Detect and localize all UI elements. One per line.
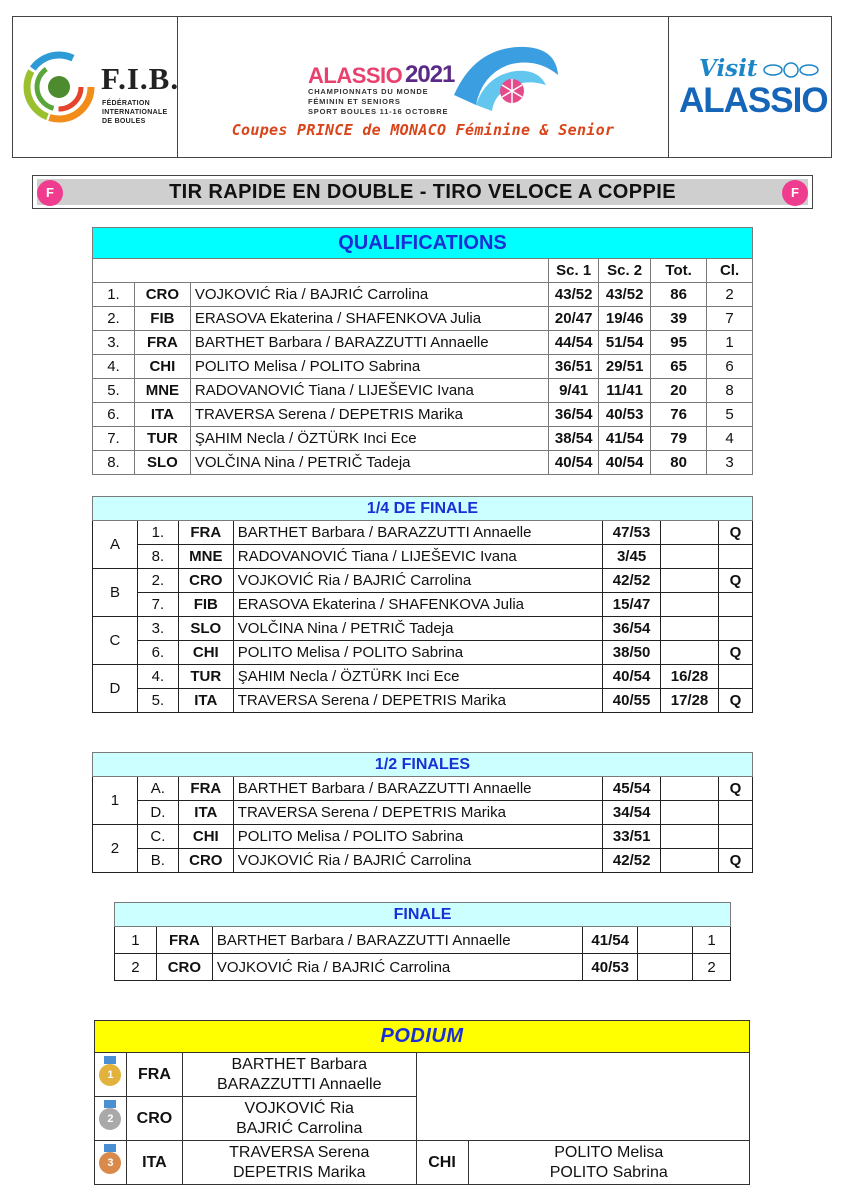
nation-cell: CHI xyxy=(134,355,190,379)
names-cell: TRAVERSA Serena / DEPETRIS Marika xyxy=(233,689,602,713)
score-cell: 42/52 xyxy=(603,849,661,873)
barrage-cell xyxy=(661,617,719,641)
fish-ornament-icon xyxy=(761,61,821,79)
barrage-cell: 17/28 xyxy=(661,689,719,713)
final-table xyxy=(114,902,731,981)
nation-cell: TUR xyxy=(178,665,233,689)
qualified-cell xyxy=(719,801,753,825)
group-label: B xyxy=(93,569,138,617)
barrage-cell xyxy=(661,825,719,849)
podium-names: BARTHET Barbara BARAZZUTTI Annaelle xyxy=(182,1053,416,1097)
table-row xyxy=(93,331,753,355)
match-row xyxy=(93,825,753,849)
barrage-cell xyxy=(638,954,693,981)
classification-cell: 3 xyxy=(707,451,753,475)
table-row xyxy=(93,283,753,307)
names-cell: BARTHET Barbara / BARAZZUTTI Annaelle xyxy=(233,777,602,801)
score-2-cell: 19/46 xyxy=(599,307,651,331)
classification-cell: 1 xyxy=(707,331,753,355)
position-cell: 1 xyxy=(115,927,157,954)
bronze-medal-icon: 3 xyxy=(99,1152,121,1174)
score-2-cell: 41/54 xyxy=(599,427,651,451)
quarter-finals-title: 1/4 DE FINALE xyxy=(93,497,753,521)
barrage-cell xyxy=(661,777,719,801)
score-1-cell: 40/54 xyxy=(549,451,599,475)
seed-cell: 3. xyxy=(137,617,178,641)
column-header: Sc. 2 xyxy=(599,259,651,283)
total-cell: 95 xyxy=(651,331,707,355)
semi-finals-table xyxy=(92,752,753,873)
match-row xyxy=(93,569,753,593)
visit-alassio-logo xyxy=(669,17,831,157)
qualified-cell: Q xyxy=(719,777,753,801)
table-row xyxy=(93,307,753,331)
podium-gold-row xyxy=(95,1053,750,1097)
score-cell: 41/54 xyxy=(583,927,638,954)
qualified-cell xyxy=(718,617,752,641)
nation-cell: MNE xyxy=(178,545,233,569)
event-logo xyxy=(178,17,669,157)
match-row xyxy=(93,665,753,689)
names-cell: VOLČINA Nina / PETRIČ Tadeja xyxy=(233,617,602,641)
names-cell: VOJKOVIĆ Ria / BAJRIĆ Carrolina xyxy=(190,283,548,307)
match-row xyxy=(93,545,753,569)
podium-empty xyxy=(416,1053,749,1141)
seed-cell: 1. xyxy=(137,521,178,545)
barrage-cell xyxy=(661,593,719,617)
barrage-cell xyxy=(661,801,719,825)
score-cell: 45/54 xyxy=(603,777,661,801)
names-cell: TRAVERSA Serena / DEPETRIS Marika xyxy=(190,403,548,427)
nation-cell: FRA xyxy=(178,521,233,545)
table-row xyxy=(93,403,753,427)
fib-logo-subtitle: FÉDÉRATION INTERNATIONALE DE BOULES xyxy=(102,100,168,125)
classification-cell: 7 xyxy=(707,307,753,331)
nation-cell: CRO xyxy=(156,954,212,981)
fib-logo-text: F.I.B. xyxy=(101,61,180,96)
nation-cell: ITA xyxy=(178,689,233,713)
nation-cell: CHI xyxy=(178,825,233,849)
score-2-cell: 11/41 xyxy=(599,379,651,403)
score-cell: 38/50 xyxy=(603,641,661,665)
rank-cell: 5. xyxy=(93,379,135,403)
names-cell: POLITO Melisa / POLITO Sabrina xyxy=(190,355,548,379)
seed-cell: 8. xyxy=(137,545,178,569)
rank-cell: 2 xyxy=(693,954,731,981)
classification-cell: 5 xyxy=(707,403,753,427)
score-2-cell: 40/53 xyxy=(599,403,651,427)
seed-cell: C. xyxy=(137,825,178,849)
total-cell: 20 xyxy=(651,379,707,403)
classification-cell: 2 xyxy=(707,283,753,307)
total-cell: 65 xyxy=(651,355,707,379)
table-row xyxy=(93,379,753,403)
semi-finals-title: 1/2 FINALES xyxy=(93,753,753,777)
group-label: 1 xyxy=(93,777,138,825)
score-1-cell: 36/54 xyxy=(549,403,599,427)
event-year: 2021 xyxy=(405,61,455,88)
rank-cell: 6. xyxy=(93,403,135,427)
names-cell: VOJKOVIĆ Ria / BAJRIĆ Carrolina xyxy=(233,849,602,873)
quarter-finals-table xyxy=(92,496,753,713)
nation-cell: SLO xyxy=(134,451,190,475)
qualified-cell: Q xyxy=(718,569,752,593)
final-title: FINALE xyxy=(115,903,731,927)
names-cell: ŞAHIM Necla / ÖZTÜRK Inci Ece xyxy=(190,427,548,451)
group-label: 2 xyxy=(93,825,138,873)
names-cell: ERASOVA Ekaterina / SHAFENKOVA Julia xyxy=(233,593,602,617)
seed-cell: D. xyxy=(137,801,178,825)
podium-nation: ITA xyxy=(126,1141,182,1185)
visit-logo-word: Visit xyxy=(699,55,758,82)
rank-cell: 3. xyxy=(93,331,135,355)
nation-cell: CHI xyxy=(178,641,233,665)
event-line-1: CHAMPIONNATS DU MONDE xyxy=(308,87,429,96)
qualified-cell xyxy=(718,665,752,689)
score-1-cell: 43/52 xyxy=(549,283,599,307)
fib-emblem-icon xyxy=(23,43,103,133)
score-cell: 40/54 xyxy=(603,665,661,689)
podium-nation: CHI xyxy=(416,1141,468,1185)
nation-cell: ITA xyxy=(134,403,190,427)
fib-logo xyxy=(13,17,178,157)
seed-cell: 5. xyxy=(137,689,178,713)
coupes-subtitle: Coupes PRINCE de MONACO Féminine & Senior xyxy=(231,121,615,139)
podium-table xyxy=(94,1020,750,1185)
podium-names: TRAVERSA Serena DEPETRIS Marika xyxy=(182,1141,416,1185)
nation-cell: CRO xyxy=(178,569,233,593)
names-cell: BARTHET Barbara / BARAZZUTTI Annaelle xyxy=(190,331,548,355)
match-row xyxy=(93,801,753,825)
column-header: Tot. xyxy=(651,259,707,283)
score-cell: 33/51 xyxy=(603,825,661,849)
classification-cell: 8 xyxy=(707,379,753,403)
barrage-cell xyxy=(661,521,719,545)
names-cell: RADOVANOVIĆ Tiana / LIJEŠEVIC Ivana xyxy=(233,545,602,569)
gold-medal-icon: 1 xyxy=(99,1064,121,1086)
score-2-cell: 29/51 xyxy=(599,355,651,379)
alassio-logo-word: ALASSIO xyxy=(679,81,828,120)
final-row xyxy=(115,927,731,954)
group-label: A xyxy=(93,521,138,569)
rank-cell: 8. xyxy=(93,451,135,475)
total-cell: 39 xyxy=(651,307,707,331)
qualifications-header-row xyxy=(93,259,753,283)
names-cell: BARTHET Barbara / BARAZZUTTI Annaelle xyxy=(233,521,602,545)
nation-cell: CRO xyxy=(178,849,233,873)
match-row xyxy=(93,593,753,617)
nation-cell: ITA xyxy=(178,801,233,825)
qualified-cell xyxy=(718,593,752,617)
nation-cell: FRA xyxy=(178,777,233,801)
nation-cell: FRA xyxy=(134,331,190,355)
barrage-cell xyxy=(661,569,719,593)
nation-cell: FRA xyxy=(156,927,212,954)
qualified-cell xyxy=(719,825,753,849)
match-row xyxy=(93,641,753,665)
nation-cell: FIB xyxy=(134,307,190,331)
total-cell: 80 xyxy=(651,451,707,475)
rank-cell: 7. xyxy=(93,427,135,451)
qualified-cell: Q xyxy=(718,521,752,545)
seed-cell: 6. xyxy=(137,641,178,665)
score-cell: 3/45 xyxy=(603,545,661,569)
table-row xyxy=(93,451,753,475)
page-header xyxy=(12,16,832,158)
classification-cell: 6 xyxy=(707,355,753,379)
seed-cell: 2. xyxy=(137,569,178,593)
names-cell: VOJKOVIĆ Ria / BAJRIĆ Carrolina xyxy=(233,569,602,593)
column-header: Cl. xyxy=(707,259,753,283)
match-row xyxy=(93,849,753,873)
rank-cell: 4. xyxy=(93,355,135,379)
names-cell: POLITO Melisa / POLITO Sabrina xyxy=(233,641,602,665)
wave-emblem-icon xyxy=(446,35,566,115)
score-1-cell: 36/51 xyxy=(549,355,599,379)
podium-bronze-row xyxy=(95,1141,750,1185)
barrage-cell xyxy=(661,849,719,873)
podium-names: VOJKOVIĆ Ria BAJRIĆ Carrolina xyxy=(182,1097,416,1141)
names-cell: ŞAHIM Necla / ÖZTÜRK Inci Ece xyxy=(233,665,602,689)
group-label: C xyxy=(93,617,138,665)
match-row xyxy=(93,689,753,713)
nation-cell: FIB xyxy=(178,593,233,617)
female-badge-icon: F xyxy=(782,180,808,206)
score-2-cell: 51/54 xyxy=(599,331,651,355)
silver-medal-icon: 2 xyxy=(99,1108,121,1130)
qualifications-table xyxy=(92,227,753,475)
barrage-cell xyxy=(661,545,719,569)
seed-cell: 7. xyxy=(137,593,178,617)
names-cell: VOLČINA Nina / PETRIČ Tadeja xyxy=(190,451,548,475)
podium-nation: CRO xyxy=(126,1097,182,1141)
table-row xyxy=(93,355,753,379)
nation-cell: CRO xyxy=(134,283,190,307)
names-cell: TRAVERSA Serena / DEPETRIS Marika xyxy=(233,801,602,825)
event-line-3: SPORT BOULES 11-16 OCTOBRE xyxy=(308,107,449,116)
score-cell: 42/52 xyxy=(603,569,661,593)
match-row xyxy=(93,777,753,801)
score-1-cell: 20/47 xyxy=(549,307,599,331)
score-cell: 34/54 xyxy=(603,801,661,825)
barrage-cell xyxy=(638,927,693,954)
event-city: ALASSIO xyxy=(308,63,403,88)
rank-cell: 1. xyxy=(93,283,135,307)
classification-cell: 4 xyxy=(707,427,753,451)
names-cell: RADOVANOVIĆ Tiana / LIJEŠEVIC Ivana xyxy=(190,379,548,403)
qualified-cell: Q xyxy=(718,641,752,665)
score-1-cell: 38/54 xyxy=(549,427,599,451)
score-cell: 40/53 xyxy=(583,954,638,981)
score-2-cell: 43/52 xyxy=(599,283,651,307)
barrage-cell xyxy=(661,641,719,665)
nation-cell: TUR xyxy=(134,427,190,451)
qualifications-title: QUALIFICATIONS xyxy=(93,228,753,259)
names-cell: ERASOVA Ekaterina / SHAFENKOVA Julia xyxy=(190,307,548,331)
qualified-cell: Q xyxy=(718,689,752,713)
names-cell: BARTHET Barbara / BARAZZUTTI Annaelle xyxy=(212,927,582,954)
names-cell: POLITO Melisa / POLITO Sabrina xyxy=(233,825,602,849)
podium-nation: FRA xyxy=(126,1053,182,1097)
table-row xyxy=(93,427,753,451)
podium-names: POLITO Melisa POLITO Sabrina xyxy=(468,1141,750,1185)
rank-cell: 2. xyxy=(93,307,135,331)
seed-cell: A. xyxy=(137,777,178,801)
podium-title: PODIUM xyxy=(95,1021,750,1053)
seed-cell: B. xyxy=(137,849,178,873)
column-header: Sc. 1 xyxy=(549,259,599,283)
position-cell: 2 xyxy=(115,954,157,981)
seed-cell: 4. xyxy=(137,665,178,689)
nation-cell: SLO xyxy=(178,617,233,641)
final-row xyxy=(115,954,731,981)
qualified-cell xyxy=(718,545,752,569)
total-cell: 76 xyxy=(651,403,707,427)
score-cell: 47/53 xyxy=(603,521,661,545)
names-cell: VOJKOVIĆ Ria / BAJRIĆ Carrolina xyxy=(212,954,582,981)
total-cell: 79 xyxy=(651,427,707,451)
score-cell: 40/55 xyxy=(603,689,661,713)
event-title: TIR RAPIDE EN DOUBLE - TIRO VELOCE A COPPIE xyxy=(37,179,808,205)
score-2-cell: 40/54 xyxy=(599,451,651,475)
nation-cell: MNE xyxy=(134,379,190,403)
event-line-2: FÉMININ ET SENIORS xyxy=(308,97,401,106)
group-label: D xyxy=(93,665,138,713)
score-1-cell: 44/54 xyxy=(549,331,599,355)
female-badge-icon: F xyxy=(37,180,63,206)
score-1-cell: 9/41 xyxy=(549,379,599,403)
barrage-cell: 16/28 xyxy=(661,665,719,689)
score-cell: 15/47 xyxy=(603,593,661,617)
qualified-cell: Q xyxy=(719,849,753,873)
total-cell: 86 xyxy=(651,283,707,307)
match-row xyxy=(93,617,753,641)
rank-cell: 1 xyxy=(693,927,731,954)
score-cell: 36/54 xyxy=(603,617,661,641)
match-row xyxy=(93,521,753,545)
event-title-bar xyxy=(32,175,813,209)
